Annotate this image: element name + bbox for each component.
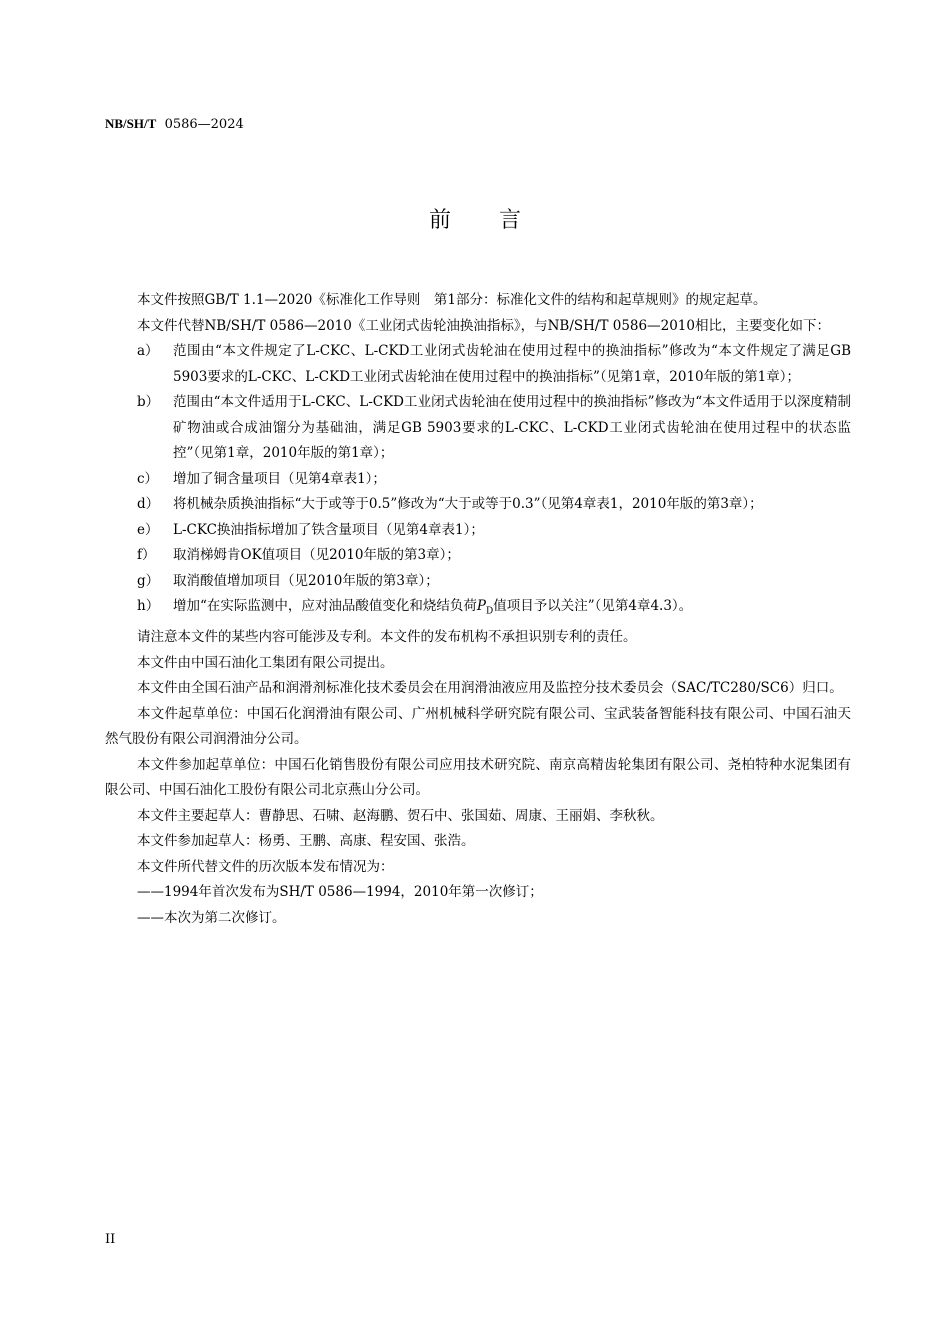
list-marker: h） — [137, 598, 160, 614]
list-item — [105, 492, 851, 518]
paragraph-drafting-rules: 本文件按照GB/T 1.1—2020《标准化工作导则 第1部分：标准化文件的结构和起草规则》的规定起草。 — [137, 292, 767, 308]
standard-code: NB/SH/T — [105, 116, 157, 131]
list-item — [105, 569, 851, 595]
list-item-text: 取消梯姆肯OK值项目（见2010年版的第3章）； — [173, 547, 460, 563]
list-marker: g） — [137, 572, 160, 589]
list-item — [105, 390, 851, 467]
list-item — [105, 339, 851, 390]
paragraph-patent-notice: 请注意本文件的某些内容可能涉及专利。本文件的发布机构不承担识别专利的责任。 — [137, 629, 637, 646]
paragraph-participating-units: 本文件参加起草单位：中国石化销售股份有限公司应用技术研究院、南京高精齿轮集团有限公司、尧柏特种水泥集团有限公司、中国石油化工股份有限公司北京燕山分公司。 — [105, 756, 851, 799]
standard-number: 0586—2024 — [164, 117, 244, 132]
sintering-load-subscript: D — [486, 606, 494, 617]
list-item-text-after: 值项目予以关注”（见第4章4.3）。 — [493, 598, 693, 614]
history-item: ——1994年首次发布为SH/T 0586—1994，2010年第一次修订； — [137, 884, 543, 901]
paragraph-replacement: 本文件代替NB/SH/T 0586—2010《工业闭式齿轮油换油指标》，与NB/SH/T 0586—2010相比，主要变化如下： — [137, 317, 830, 334]
page-title: 前言 — [428, 208, 569, 233]
sintering-load-symbol: P — [476, 598, 486, 614]
paragraph-main-drafters: 本文件主要起草人：曹静思、石啸、赵海鹏、贺石中、张国茹、周康、王丽娟、李秋秋。 — [137, 807, 664, 824]
document-body — [105, 288, 851, 931]
paragraph-drafting-units: 本文件起草单位：中国石化润滑油有限公司、广州机械科学研究院有限公司、宝武装备智能科技有限公司、中国石油天然气股份有限公司润滑油分公司。 — [105, 705, 851, 748]
paragraph-committee: 本文件由全国石油产品和润滑剂标准化技术委员会在用润滑油液应用及监控分技术委员会（SAC/TC280/SC6）归口。 — [137, 680, 843, 697]
list-marker: d） — [137, 496, 160, 512]
changes-list — [105, 339, 851, 625]
history-item: ——本次为第二次修订。 — [137, 909, 286, 926]
document-header — [105, 116, 244, 132]
list-item-text — [173, 594, 851, 625]
list-item-text: L-CKC换油指标增加了铁含量项目（见第4章表1）； — [173, 521, 484, 538]
paragraph-participating-drafters: 本文件参加起草人：杨勇、王鹏、高康、程安国、张浩。 — [137, 833, 475, 850]
list-item-text: 取消酸值增加项目（见2010年版的第3章）； — [173, 572, 439, 589]
list-marker: a） — [137, 343, 159, 359]
list-item-text: 范围由“本文件规定了L-CKC、L-CKD工业闭式齿轮油在使用过程中的换油指标”修改为“本文件规定了满足GB 5903要求的L-CKC、L-CKD工业闭式齿轮油在使用过程中的换油指标”（见第1章，2010年版的第1章）； — [173, 343, 851, 385]
list-marker: c） — [137, 470, 159, 487]
list-marker: e） — [137, 521, 159, 538]
list-marker: b） — [137, 394, 160, 410]
paragraph-history-intro: 本文件所代替文件的历次版本发布情况为： — [137, 858, 394, 875]
list-item-text: 将机械杂质换油指标“大于或等于0.5”修改为“大于或等于0.3”（见第4章表1，2010年版的第3章）； — [173, 496, 763, 512]
list-item — [105, 543, 851, 569]
list-item — [105, 467, 851, 493]
list-item-text: 范围由“本文件适用于L-CKC、L-CKD工业闭式齿轮油在使用过程中的换油指标”修改为“本文件适用于以深度精制矿物油或合成油馏分为基础油，满足GB 5903要求的L-CKC、L-CKD工业闭式齿轮油在使用过程中的状态监控”（见第1章，2010年版的第1章）； — [173, 394, 851, 461]
list-item — [105, 594, 851, 625]
list-item-text-before: 增加“在实际监测中，应对油品酸值变化和烧结负荷 — [173, 598, 477, 614]
list-item — [105, 518, 851, 544]
list-marker: f） — [137, 547, 156, 563]
list-item-text: 增加了铜含量项目（见第4章表1）； — [173, 470, 386, 487]
paragraph-proposer: 本文件由中国石油化工集团有限公司提出。 — [137, 654, 394, 671]
page-number: II — [105, 1232, 116, 1247]
